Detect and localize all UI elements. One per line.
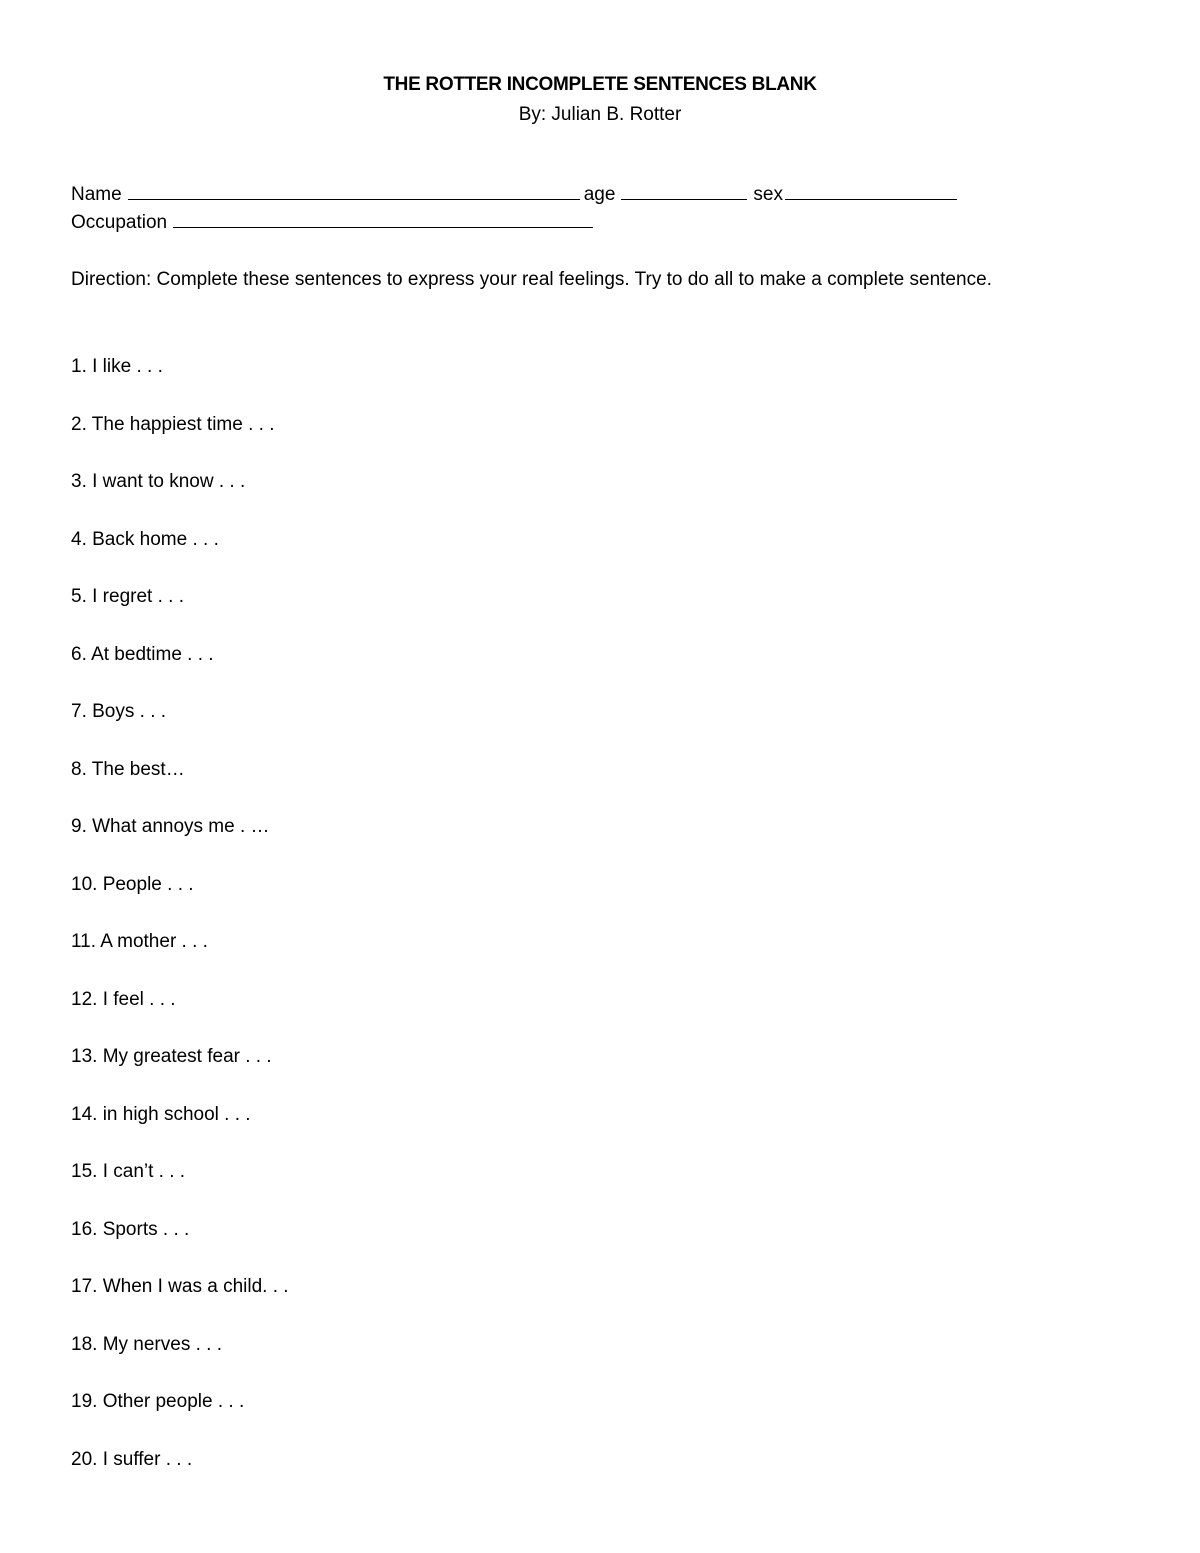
- sentence-item: 9. What annoys me . …: [71, 816, 270, 837]
- personal-info-row: [71, 183, 957, 206]
- age-label: age: [583, 184, 616, 205]
- sentence-item: 14. in high school . . .: [71, 1103, 251, 1125]
- sentence-item: 11. A mother . . .: [71, 931, 208, 952]
- sentence-item: 8. The best…: [71, 758, 185, 780]
- name-blank[interactable]: [128, 183, 580, 200]
- occupation-row: [71, 211, 593, 234]
- sex-blank[interactable]: [785, 183, 957, 200]
- sentence-item: 7. Boys . . .: [71, 701, 167, 722]
- sentence-item: 1. I like . . .: [71, 356, 163, 377]
- sentence-item: 6. At bedtime . . .: [71, 643, 214, 665]
- document-author: By: Julian B. Rotter: [518, 104, 682, 125]
- sentence-item: 5. I regret . . .: [71, 586, 184, 607]
- sentence-item: 18. My nerves . . .: [71, 1333, 222, 1355]
- age-blank[interactable]: [621, 183, 747, 200]
- sentence-item: 10. People . . .: [71, 873, 194, 895]
- occupation-blank[interactable]: [173, 211, 593, 228]
- occupation-label: Occupation: [71, 212, 168, 233]
- sentence-item: 2. The happiest time . . .: [71, 413, 275, 435]
- sentence-item: 4. Back home . . .: [71, 528, 219, 550]
- sentence-item: 12. I feel . . .: [71, 988, 176, 1010]
- sentence-item: 16. Sports . . .: [71, 1218, 190, 1240]
- sex-label: sex: [753, 184, 783, 205]
- name-label: Name: [71, 184, 122, 205]
- sentence-item: 19. Other people . . .: [71, 1391, 245, 1412]
- sentence-item: 13. My greatest fear . . .: [71, 1046, 272, 1067]
- directions-text: Direction: Complete these sentences to express your real feelings. Try to do all to make a complete sentence.: [71, 269, 992, 290]
- document-title: THE ROTTER INCOMPLETE SENTENCES BLANK: [383, 74, 817, 95]
- sentence-item: 15. I can’t . . .: [71, 1161, 186, 1182]
- sentence-item: 3. I want to know . . .: [71, 471, 246, 492]
- sentence-item: 20. I suffer . . .: [71, 1448, 193, 1470]
- sentence-list: [71, 355, 289, 1505]
- sentence-item: 17. When I was a child. . .: [71, 1276, 289, 1297]
